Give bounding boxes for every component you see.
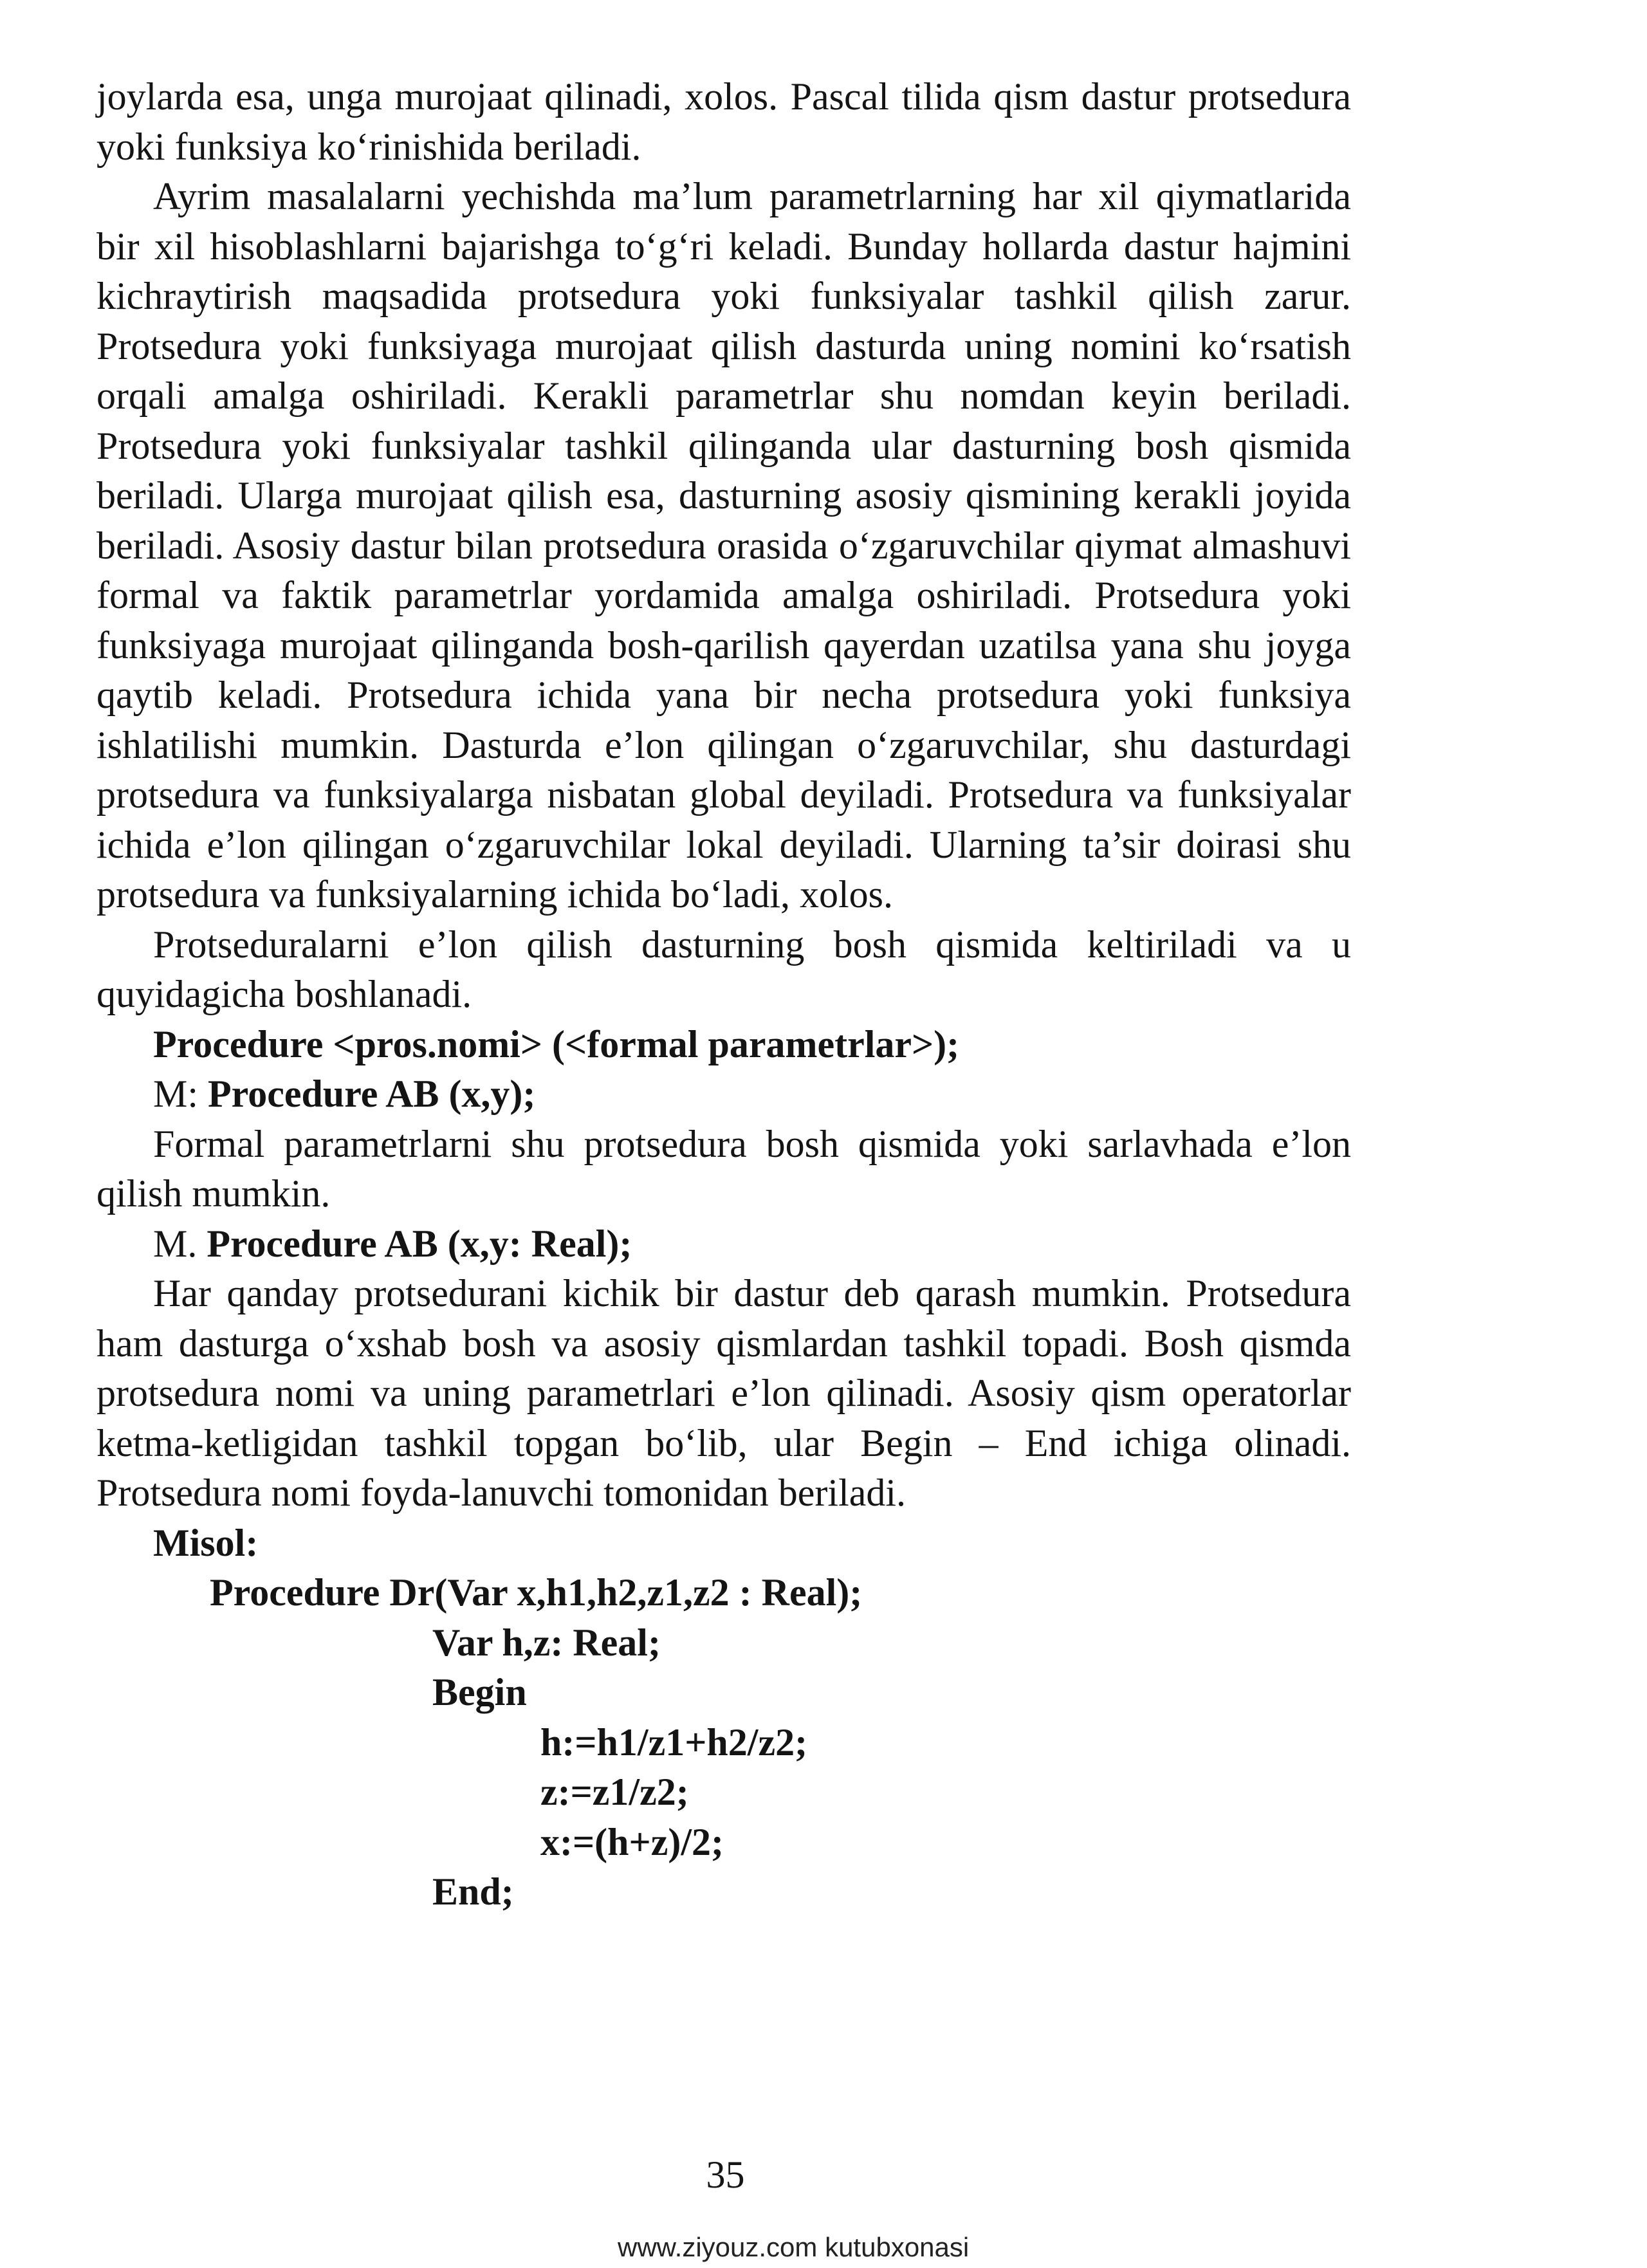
- syntax-example-line: [97, 1219, 1351, 1269]
- footer-source: www.ziyouz.com kutubxonasi: [618, 2232, 970, 2262]
- paragraph: Ayrim masalalarni yechishda ma’lum parametrlarning har xil qiymatlarida bir xil hisoblashlarni bajarishga to‘g‘ri keladi. Bunday hollarda dastur hajmini kichraytirish maqsadida protsedura yoki funksiyalar tashkil qilish zarur. Protsedura yoki funksiyaga murojaat qilish dasturda uning nomini ko‘rsatish orqali amalga oshiriladi. Kerakli parametrlar shu nomdan keyin beriladi. Protsedura yoki funksiyalar tashkil qilinganda ular dasturning bosh qismida beriladi. Ularga murojaat qilish esa, dasturning asosiy qismining kerakli joyida beriladi. Asosiy dastur bilan protsedura orasida o‘zgaruvchilar qiymat almashuvi formal va faktik parametrlar yordamida amalga oshiriladi. Protsedura yoki funksiyaga murojaat qilinganda bosh-qarilish qayerdan uzatilsa yana shu joyga qaytib keladi. Protsedura ichida yana bir necha protsedura yoki funksiya ishlatilishi mumkin. Dasturda e’lon qilingan o‘zgaruvchilar, shu dasturdagi protsedura va funksiyalarga nisbatan global deyiladi. Protsedura va funksiyalar ichida e’lon qilingan o‘zgaruvchilar lokal deyiladi. Ularning ta’sir doirasi shu protsedura va funksiyalarning ichida bo‘ladi, xolos.: [97, 175, 1351, 916]
- body-text: [97, 72, 1351, 1917]
- example-code: Procedure AB (x,y);: [208, 1073, 536, 1115]
- code-line: x:=(h+z)/2;: [540, 1820, 724, 1863]
- page-number: 35: [706, 2153, 745, 2196]
- paragraph: Protseduralarni e’lon qilish dasturning bosh qismida keltiriladi va u quyidagicha boshlanadi.: [97, 923, 1351, 1015]
- code-line: Var h,z: Real;: [432, 1621, 661, 1664]
- example-code: Procedure AB (x,y: Real);: [207, 1222, 632, 1265]
- example-heading: Misol:: [153, 1521, 259, 1564]
- paragraph: Har qanday protsedurani kichik bir dastur deb qarash mumkin. Protsedura ham dasturga o‘xshab bosh va asosiy qismlardan tashkil topadi. Bosh qismda protsedura nomi va uning parametrlari e’lon qilinadi. Asosiy qism operatorlar ketma-ketligidan tashkil topgan bo‘lib, ular Begin – End ichiga olinadi. Protsedura nomi foyda-lanuvchi tomonidan beriladi.: [97, 1272, 1351, 1514]
- code-line: Procedure Dr(Var x,h1,h2,z1,z2 : Real);: [210, 1571, 863, 1614]
- code-line: Begin: [432, 1671, 527, 1713]
- example-prefix: M:: [153, 1073, 208, 1115]
- syntax-example-line: [97, 1069, 1351, 1120]
- paragraph: joylarda esa, unga murojaat qilinadi, xolos. Pascal tilida qism dastur protsedura yoki funksiya ko‘rinishida beriladi.: [97, 75, 1351, 168]
- code-line: End;: [432, 1870, 514, 1913]
- paragraph: Formal parametrlarni shu protsedura bosh qismida yoki sarlavhada e’lon qilish mumkin.: [97, 1122, 1351, 1215]
- code-line: z:=z1/z2;: [540, 1771, 689, 1813]
- code-line: h:=h1/z1+h2/z2;: [540, 1720, 808, 1764]
- procedure-syntax-line: Procedure <pros.nomi> (<formal parametrlar>);: [153, 1022, 960, 1065]
- example-prefix: M.: [153, 1222, 207, 1265]
